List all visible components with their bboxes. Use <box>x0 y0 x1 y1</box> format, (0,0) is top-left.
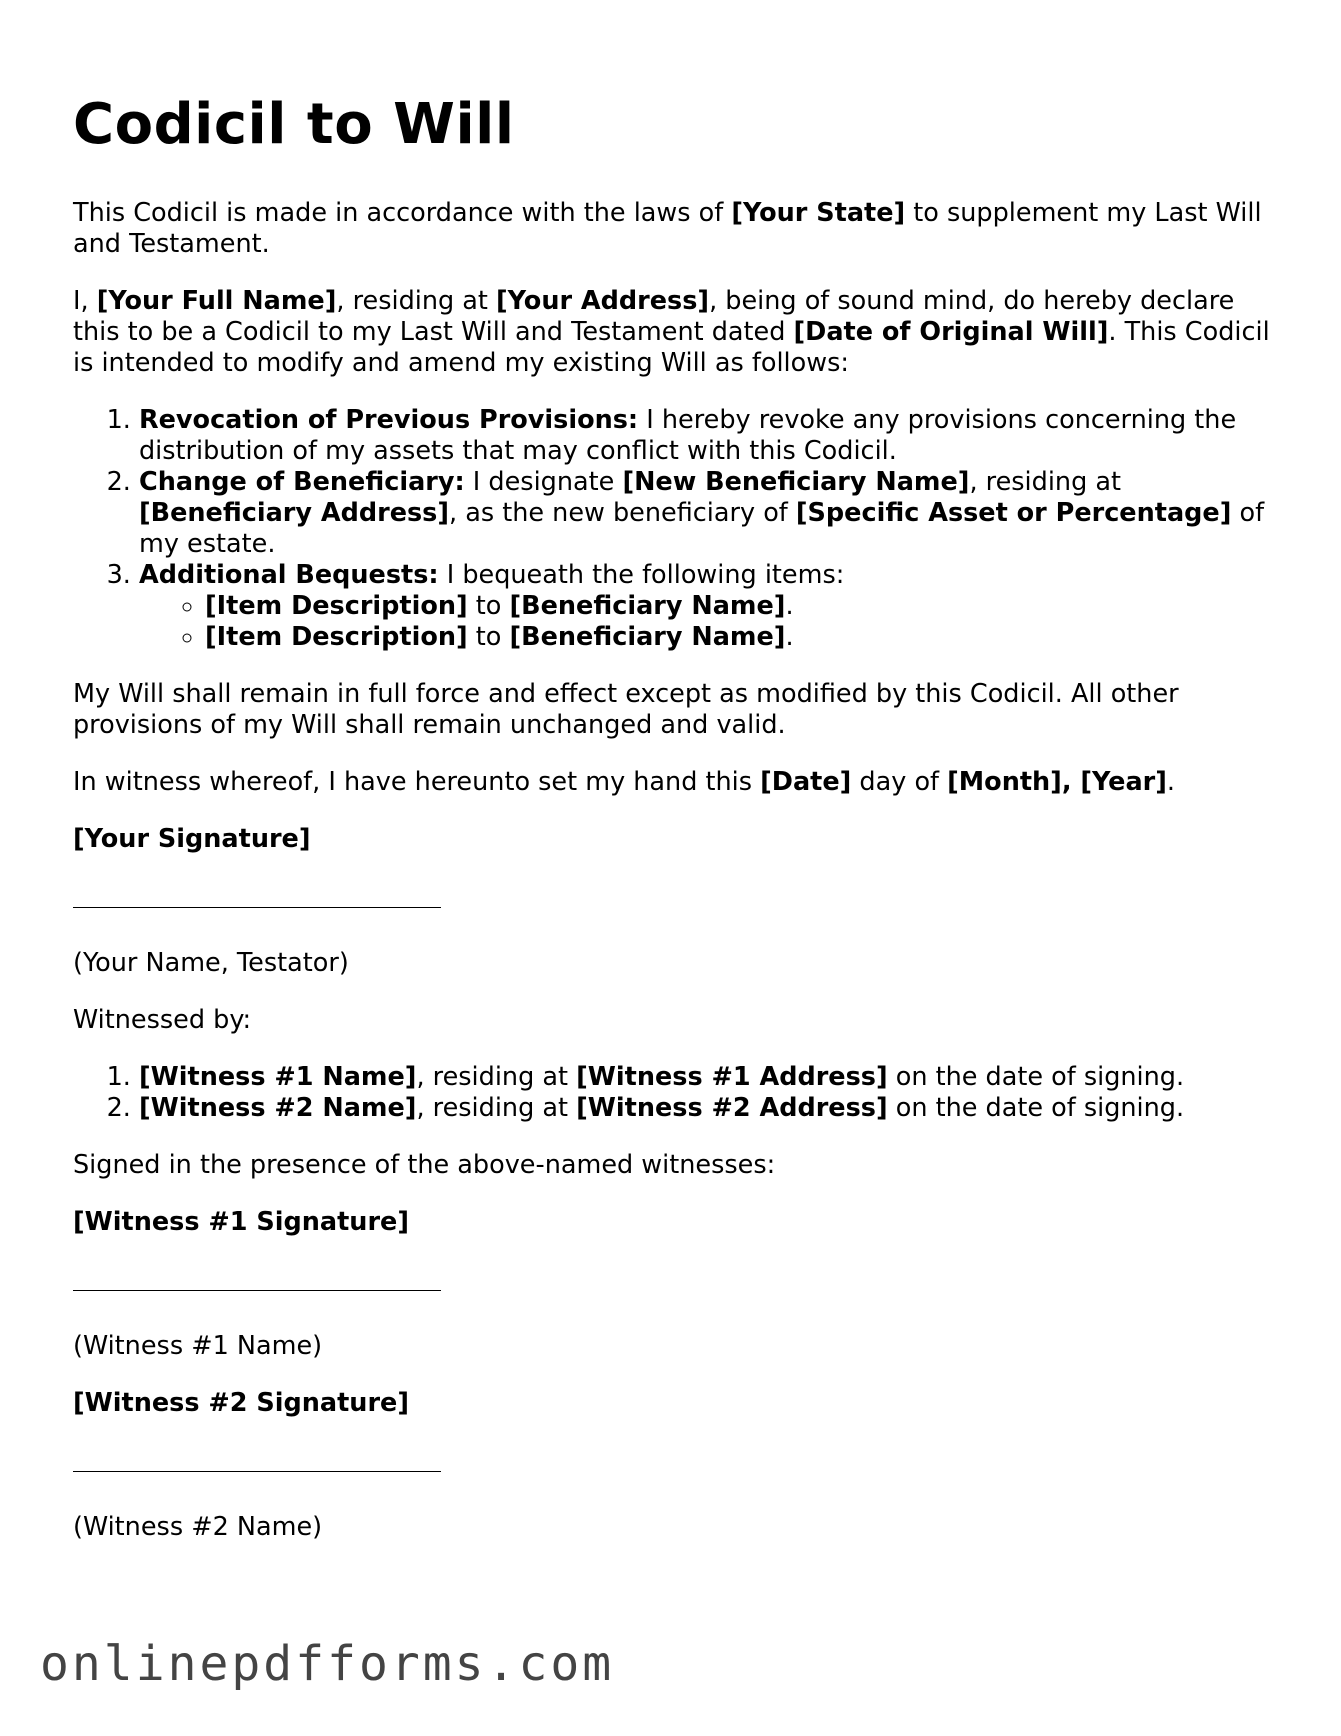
clause-text: In witness whereof, I have hereunto set my hand this <box>73 767 761 797</box>
testator-name: (Your Name, Testator) <box>73 948 349 978</box>
address-placeholder: [Your Address] <box>496 286 710 316</box>
full-name-placeholder: [Your Full Name] <box>96 286 337 316</box>
witness-text: , residing at <box>416 1093 577 1123</box>
amendment-revocation <box>139 405 1273 467</box>
decl-text: I, <box>73 286 97 316</box>
intro-text: This Codicil is made in accordance with the laws of <box>73 198 732 228</box>
witness-address-placeholder: [Witness #1 Address] <box>576 1062 888 1092</box>
asset-placeholder: [Specific Asset or Percentage] <box>795 498 1232 528</box>
bequests-list <box>139 591 1273 653</box>
witness-name-placeholder: [Witness #1 Name] <box>139 1062 417 1092</box>
amendments-list <box>73 405 1273 653</box>
bequest-text: to <box>467 591 510 621</box>
witness-list <box>73 1062 1273 1124</box>
witnessed-by: Witnessed by: <box>73 1005 252 1035</box>
date-placeholder: [Date] <box>760 767 852 797</box>
signed-presence: Signed in the presence of the above-named witnesses: <box>73 1150 776 1180</box>
witness-1-signature-line[interactable] <box>73 1290 441 1291</box>
amendment-label: Revocation of Previous Provisions: <box>139 405 639 435</box>
beneficiary-placeholder: [Beneficiary Name] <box>509 591 786 621</box>
witness-item <box>139 1062 1273 1093</box>
intro-paragraph <box>73 198 1273 260</box>
decl-text: . This Codicil is intended to modify and amend my existing Will as follows: <box>73 317 1270 378</box>
amendment-text: I designate <box>464 467 623 497</box>
amendment-bequests <box>139 560 1273 653</box>
amendment-label: Additional Bequests: <box>139 560 439 590</box>
amendment-text: , as the new beneficiary of <box>449 498 796 528</box>
original-will-date-placeholder: [Date of Original Will] <box>793 317 1109 347</box>
witness-2-signature-line[interactable] <box>73 1471 441 1472</box>
witness-address-placeholder: [Witness #2 Address] <box>576 1093 888 1123</box>
state-placeholder: [Your State] <box>731 198 906 228</box>
your-signature-label <box>73 824 1273 855</box>
witness-text: , residing at <box>416 1062 577 1092</box>
decl-text: , residing at <box>336 286 497 316</box>
bequest-text: . <box>785 591 794 621</box>
your-signature-text: [Your Signature] <box>73 824 311 854</box>
intro-text-end: to supplement my Last Will and Testament. <box>73 198 1262 259</box>
decl-text: , being of sound mind, do hereby declare this to be a Codicil to my Last Will and Testament dated <box>73 286 1235 347</box>
witness-1-name: (Witness #1 Name) <box>73 1331 323 1361</box>
bequest-item <box>205 591 1273 622</box>
item-placeholder: [Item Description] <box>205 622 468 652</box>
clause-text: day of <box>851 767 948 797</box>
amendment-text: I hereby revoke any provisions concerning the distribution of my assets that may conflict with this Codicil. <box>139 405 1237 466</box>
amendment-text: of my estate. <box>139 498 1265 559</box>
witness-text: on the date of signing. <box>887 1062 1185 1092</box>
witness-1-signature-label <box>73 1207 1273 1238</box>
witness-name-placeholder: [Witness #2 Name] <box>139 1093 417 1123</box>
remain-paragraph: My Will shall remain in full force and effect except as modified by this Codicil. All other provisions of my Will shall remain unchanged and valid. <box>73 679 1179 740</box>
bequest-text: to <box>467 622 510 652</box>
beneficiary-placeholder: [Beneficiary Name] <box>509 622 786 652</box>
declaration-paragraph <box>73 286 1273 379</box>
amendment-beneficiary <box>139 467 1273 560</box>
beneficiary-address-placeholder: [Beneficiary Address] <box>139 498 449 528</box>
clause-text: . <box>1166 767 1176 797</box>
bequest-text: . <box>785 622 794 652</box>
new-beneficiary-placeholder: [New Beneficiary Name] <box>622 467 970 497</box>
witness-2-signature-label <box>73 1388 1273 1419</box>
site-watermark: onlinepdfforms.com <box>40 1636 615 1692</box>
witness-clause <box>73 767 1273 798</box>
amendment-text: , residing at <box>969 467 1121 497</box>
your-signature-line[interactable] <box>73 907 441 908</box>
witness-2-name: (Witness #2 Name) <box>73 1512 323 1542</box>
witness-1-signature-text: [Witness #1 Signature] <box>73 1207 409 1237</box>
bequest-item <box>205 622 1273 653</box>
witness-item <box>139 1093 1273 1124</box>
witness-2-signature-text: [Witness #2 Signature] <box>73 1388 409 1418</box>
document-page <box>73 92 1273 1569</box>
witness-text: on the date of signing. <box>887 1093 1185 1123</box>
page-title: Codicil to Will <box>73 92 515 157</box>
month-year-placeholder: [Month], [Year] <box>947 767 1167 797</box>
amendment-label: Change of Beneficiary: <box>139 467 465 497</box>
amendment-text: I bequeath the following items: <box>438 560 845 590</box>
item-placeholder: [Item Description] <box>205 591 468 621</box>
